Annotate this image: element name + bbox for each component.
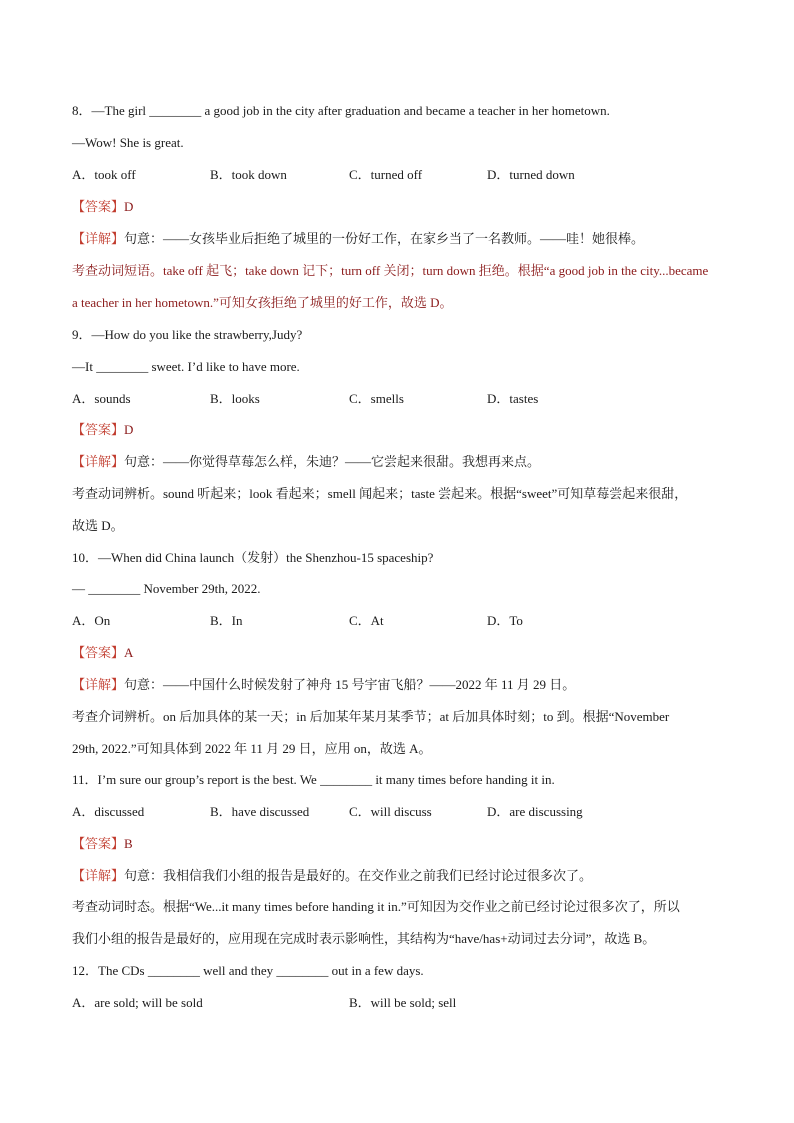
q9-analysis-line2: 故选 D。 [72,518,124,533]
question-9-reply: —It ________ sweet. I’d like to have more. [72,359,300,374]
answer-value: A [124,645,134,660]
question-9-stem: 9．—How do you like the strawberry,Judy? [72,327,303,342]
q8-analysis-line1: 考查动词短语。take off 起飞；take down 记下；turn off 关闭；turn down 拒绝。根据“a good job in the city...became [72,263,709,278]
q10-analysis-line2: 29th, 2022.”可知具体到 2022 年 11 月 29 日，应用 on，故选 A。 [72,741,432,756]
q9-detail [72,453,540,471]
translation: 句意：——你觉得草莓怎么样，朱迪？——它尝起来很甜。我想再来点。 [124,454,541,469]
q12-option-b: B．will be sold; sell [349,995,457,1010]
q10-analysis-line1: 考查介词辨析。on 后加具体的某一天；in 后加某年某月某季节；at 后加具体时刻；to 到。根据“November [72,709,670,724]
detail-label: 【详解】 [72,677,125,692]
detail-label: 【详解】 [72,868,125,883]
q9-analysis-line1: 考查动词辨析。sound 听起来；look 看起来；smell 闻起来；taste 尝起来。根据“sweet”可知草莓尝起来很甜， [72,486,688,501]
question-10-reply: — ________ November 29th, 2022. [72,581,261,596]
answer-value: D [124,199,134,214]
question-12-stem: 12．The CDs ________ well and they ________ out in a few days. [72,963,424,978]
question-10-stem: 10．—When did China launch（发射）the Shenzhou-15 spaceship? [72,550,434,565]
q11-detail [72,867,592,885]
q9-option-c: C．smells [349,391,404,406]
q8-detail [72,230,644,248]
q10-detail [72,676,575,694]
translation: 句意：——女孩毕业后拒绝了城里的一份好工作，在家乡当了一名教师。——哇！她很棒。 [124,231,645,246]
q11-answer [72,835,133,853]
q8-option-a: A．took off [72,167,136,182]
q9-option-b: B．looks [210,391,260,406]
question-8-reply: —Wow! She is great. [72,135,184,150]
question-11-stem: 11．I’m sure our group’s report is the best. We ________ it many times before handing it in. [72,772,555,787]
q9-option-d: D．tastes [487,391,539,406]
q8-option-d: D．turned down [487,167,575,182]
translation: 句意：我相信我们小组的报告是最好的。在交作业之前我们已经讨论过很多次了。 [124,868,593,883]
q10-option-b: B．In [210,613,243,628]
answer-value: D [124,422,134,437]
q10-option-d: D．To [487,613,523,628]
answer-label: 【答案】 [72,645,125,660]
q8-option-c: C．turned off [349,167,423,182]
question-8-stem: 8．—The girl ________ a good job in the city after graduation and became a teacher in her hometown. [72,103,610,118]
q10-option-c: C．At [349,613,384,628]
q9-answer [72,421,133,439]
q10-answer [72,644,133,662]
answer-label: 【答案】 [72,199,125,214]
q11-option-a: A．discussed [72,804,145,819]
q11-option-d: D．are discussing [487,804,583,819]
q11-option-c: C．will discuss [349,804,432,819]
q11-analysis-line2: 我们小组的报告是最好的，应用现在完成时表示影响性，其结构为“have/has+动词过去分词”，故选 B。 [72,931,656,946]
answer-label: 【答案】 [72,422,125,437]
q10-option-a: A．On [72,613,111,628]
q9-option-a: A．sounds [72,391,131,406]
translation: 句意：——中国什么时候发射了神舟 15 号宇宙飞船？——2022 年 11 月 29 日。 [124,677,576,692]
detail-label: 【详解】 [72,454,125,469]
q8-analysis-line2: a teacher in her hometown.”可知女孩拒绝了城里的好工作，故选 D。 [72,295,453,310]
q11-option-b: B．have discussed [210,804,310,819]
q8-answer [72,198,133,216]
answer-label: 【答案】 [72,836,125,851]
q12-option-a: A．are sold; will be sold [72,995,203,1010]
detail-label: 【详解】 [72,231,125,246]
q11-analysis-line1: 考查动词时态。根据“We...it many times before handing it in.”可知因为交作业之前已经讨论过很多次了，所以 [72,899,680,914]
q8-option-b: B．took down [210,167,287,182]
answer-value: B [124,836,133,851]
